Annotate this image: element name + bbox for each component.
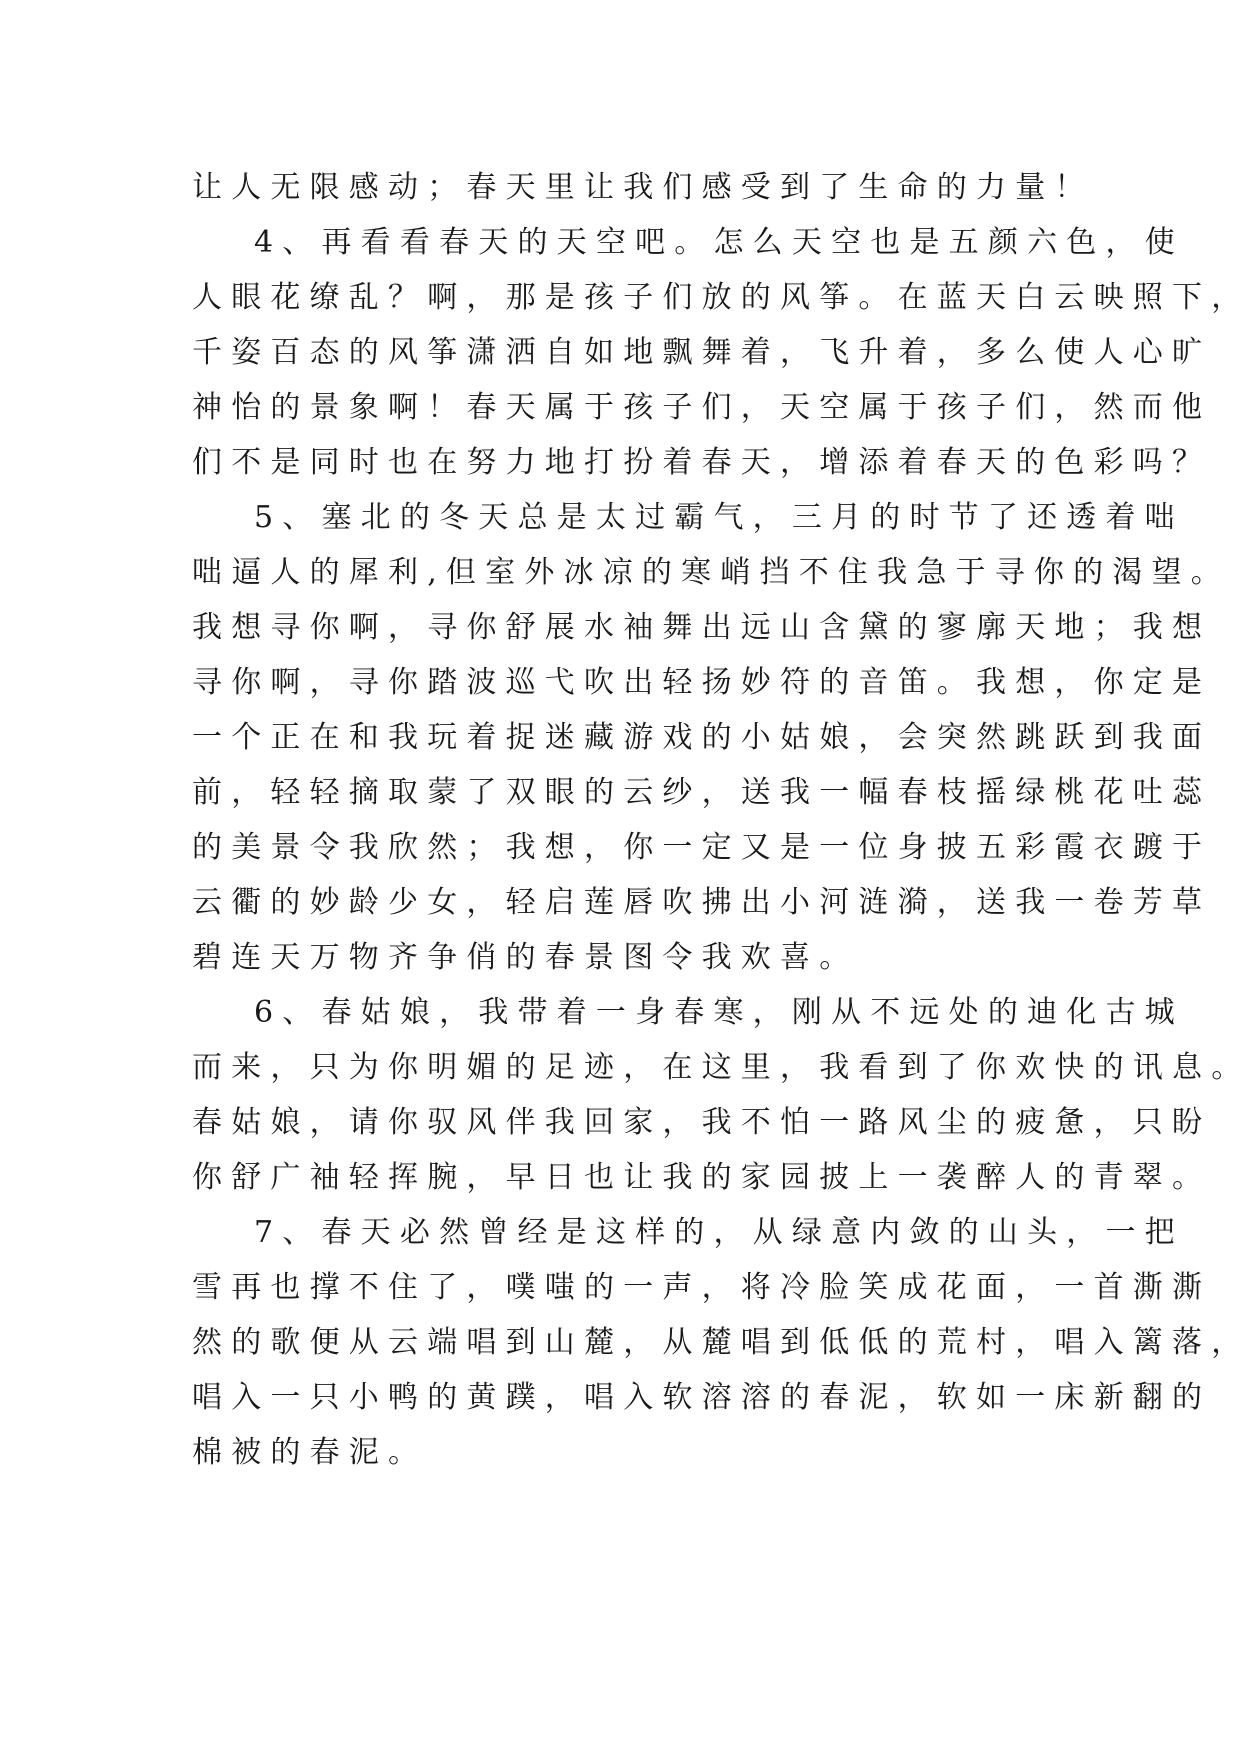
text-line: 们不是同时也在努力地打扮着春天，增添着春天的色彩吗？ <box>192 445 1212 480</box>
text-line: 春姑娘，请你驭风伴我回家，我不怕一路风尘的疲惫，只盼 <box>192 1105 1212 1140</box>
text-line: 千姿百态的风筝潇洒自如地飘舞着，飞升着，多么使人心旷 <box>192 335 1212 370</box>
text-line: 前，轻轻摘取蒙了双眼的云纱，送我一幅春枝摇绿桃花吐蕊 <box>192 775 1212 810</box>
text-line: 寻你啊，寻你踏波巡弋吹出轻扬妙符的音笛。我想，你定是 <box>192 665 1212 700</box>
text-line: 而来，只为你明媚的足迹，在这里，我看到了你欢快的讯息。 <box>192 1050 1250 1085</box>
text-line: 碧连天万物齐争俏的春景图令我欢喜。 <box>192 940 859 975</box>
text-line: 唱入一只小鸭的黄蹼，唱入软溶溶的春泥，软如一床新翻的 <box>192 1380 1212 1415</box>
text-line: 棉被的春泥。 <box>192 1435 428 1470</box>
text-line: 你舒广袖轻挥腕，早日也让我的家园披上一袭醉人的青翠。 <box>192 1160 1212 1195</box>
text-line: 雪再也撑不住了，噗嗤的一声，将冷脸笑成花面，一首澌澌 <box>192 1270 1212 1305</box>
text-line: 让人无限感动；春天里让我们感受到了生命的力量！ <box>192 170 1094 205</box>
text-line: 然的歌便从云端唱到山麓，从麓唱到低低的荒村，唱入篱落， <box>192 1325 1250 1360</box>
text-line: 神怡的景象啊！春天属于孩子们，天空属于孩子们，然而他 <box>192 390 1212 425</box>
text-line: 人眼花缭乱？啊，那是孩子们放的风筝。在蓝天白云映照下， <box>192 280 1250 315</box>
text-line: 一个正在和我玩着捉迷藏游戏的小姑娘，会突然跳跃到我面 <box>192 720 1212 755</box>
document-body <box>192 160 1250 1480</box>
paragraph-5-start: 5、塞北的冬天总是太过霸气，三月的时节了还透着咄 <box>254 500 1184 535</box>
text-line: 的美景令我欣然；我想，你一定又是一位身披五彩霞衣踱于 <box>192 830 1212 865</box>
paragraph-6-start: 6、春姑娘，我带着一身春寒，刚从不远处的迪化古城 <box>254 995 1184 1030</box>
text-line: 咄逼人的犀利,但室外冰凉的寒峭挡不住我急于寻你的渴望。 <box>192 555 1230 590</box>
paragraph-7-start: 7、春天必然曾经是这样的，从绿意内敛的山头，一把 <box>254 1215 1184 1250</box>
paragraph-4-start: 4、再看看春天的天空吧。怎么天空也是五颜六色，使 <box>254 225 1184 260</box>
text-line: 我想寻你啊，寻你舒展水袖舞出远山含黛的寥廓天地；我想 <box>192 610 1212 645</box>
text-line: 云衢的妙龄少女，轻启莲唇吹拂出小河涟漪，送我一卷芳草 <box>192 885 1212 920</box>
